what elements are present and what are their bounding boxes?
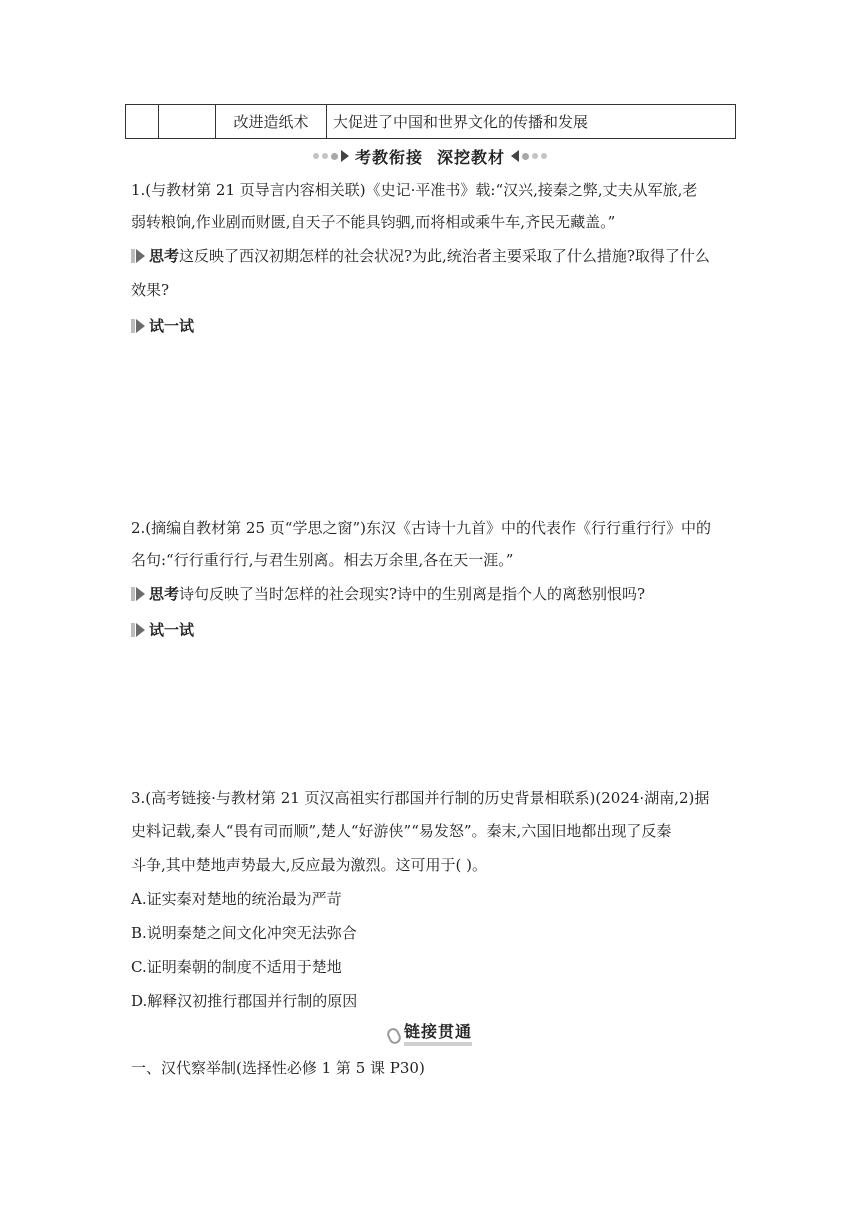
banner-title-right: 深挖教材 [437, 147, 506, 167]
banner-dots-left-icon [313, 150, 349, 162]
banner-title-left: 考教衔接 [354, 147, 423, 167]
q1-think-line1: 这反映了西汉初期怎样的社会状况?为此,统治者主要采取了什么措施?取得了什么 [179, 247, 710, 265]
q1-try [131, 316, 194, 336]
table-cell-empty [159, 105, 216, 139]
banner-title [355, 145, 505, 168]
section-title: 链接贯通 [404, 1022, 472, 1046]
try-label: 试一试 [149, 621, 195, 639]
q3-text-line1: 3.(高考链接·与教材第 21 页汉高祖实行郡国并行制的历史背景相联系)(2024·湖南,2)据 [131, 789, 710, 807]
table-row [126, 105, 736, 139]
q2-text-line2: 名句:“行行重行行,与君生别离。相去万余里,各在天一涯。” [131, 551, 514, 569]
try-label: 试一试 [149, 317, 195, 335]
arrow-marker-icon [131, 319, 145, 333]
q3-option-c: C.证明秦朝的制度不适用于楚地 [131, 958, 342, 976]
table-cell-empty [126, 105, 159, 139]
q3-text-line2: 史料记载,秦人“畏有司而顺”,楚人“好游侠”“易发怒”。秦末,六国旧地都出现了反秦 [131, 822, 672, 840]
arrow-marker-icon [131, 249, 145, 263]
q1-think [131, 246, 710, 266]
q3-option-d: D.解释汉初推行郡国并行制的原因 [131, 992, 358, 1010]
continuation-table [125, 104, 736, 139]
section-banner [300, 144, 560, 168]
table-cell-impact: 大促进了中国和世界文化的传播和发展 [327, 105, 736, 139]
q1-think-line2: 效果? [131, 281, 170, 299]
section-badge [386, 1022, 472, 1046]
q3-option-a: A.证实秦对楚地的统治最为严苛 [131, 890, 342, 908]
arrow-marker-icon [131, 587, 145, 601]
q2-try [131, 620, 194, 640]
arrow-marker-icon [131, 623, 145, 637]
q1-text-line1: 1.(与教材第 21 页导言内容相关联)《史记·平准书》载:“汉兴,接秦之弊,丈夫从军旅,老 [131, 181, 698, 199]
think-label: 思考 [149, 585, 180, 603]
section-item-1: 一、汉代察举制(选择性必修 1 第 5 课 P30) [131, 1059, 425, 1077]
think-label: 思考 [149, 247, 180, 265]
q2-think-line1: 诗句反映了当时怎样的社会现实?诗中的生别离是指个人的离愁别恨吗? [179, 585, 646, 603]
q2-think [131, 584, 645, 604]
banner-dots-right-icon [511, 150, 547, 162]
q1-text-line2: 弱转粮饷,作业剧而财匮,自天子不能具钧驷,而将相或乘牛车,齐民无藏盖。” [131, 213, 616, 231]
link-icon [386, 1026, 400, 1042]
q2-text-line1: 2.(摘编自教材第 25 页“学思之窗”)东汉《古诗十九首》中的代表作《行行重行行》中的 [131, 519, 711, 537]
table-cell-invention: 改进造纸术 [216, 105, 327, 139]
q3-option-b: B.说明秦楚之间文化冲突无法弥合 [131, 924, 357, 942]
q3-text-line3: 斗争,其中楚地声势最大,反应最为激烈。这可用于( )。 [131, 856, 488, 874]
